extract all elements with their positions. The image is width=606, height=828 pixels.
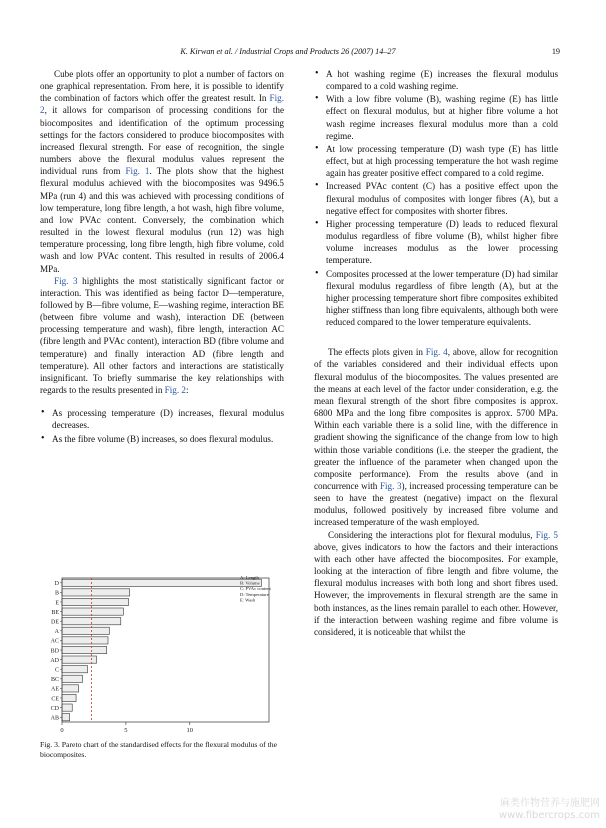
bullet-item: • Composites processed at the lower temperature (D) had similar flexural modulus regardless of fibre length (A), but at the higher processing temperature short fibre composites exhibited higher stiffness than long fibre equivalents, although both were reduced compared to the lower temperature equivalents. <box>314 268 558 329</box>
bar-BC <box>62 675 82 682</box>
left-bullet-list <box>40 407 284 444</box>
bar-AC <box>62 637 108 644</box>
figure-reference-link[interactable]: Fig. 3 <box>379 481 402 491</box>
bullet-item: • As the fibre volume (B) increases, so does flexural modulus. <box>40 433 284 445</box>
paragraph-interactions-plot <box>314 529 558 638</box>
bar-CD <box>62 704 72 711</box>
running-title: K. Kirwan et al. / Industrial Crops and Products 26 (2007) 14–27 <box>180 47 396 56</box>
category-label: AD <box>50 657 59 664</box>
x-tick-label: 5 <box>124 727 128 734</box>
category-label: BD <box>50 648 59 655</box>
bullet-item: • As processing temperature (D) increases, flexural modulus decreases. <box>40 407 284 431</box>
bar-AE <box>62 685 79 692</box>
watermark-line1: 麻类作物营养与施肥网 <box>500 798 600 809</box>
figure-reference-link[interactable]: Fig. 1 <box>125 166 150 177</box>
category-label: C <box>54 667 59 674</box>
category-label: AB <box>50 715 59 722</box>
paragraph-text: . The plots show that the highest flexural modulus achieved with the biocomposites was 9496.5 MPa (run 4) and this was achieved with processing conditions of low temperature, long fibre length, a hot wash, high fibre volume, and low PVAc content. Conversely, the combination which resulted in the lowest flexural modulus (run 12) was high temperature processing, long fibre length, high fibre volume, cold wash and low PVAc content. This resulted in results of 2006.4 MPa. <box>40 166 284 274</box>
watermark-line2: www.fibercrops.com <box>498 810 600 821</box>
legend-entry: C: PVAc content <box>240 586 271 592</box>
category-label: A <box>54 629 59 636</box>
left-column <box>40 68 284 446</box>
pareto-chart-svg <box>40 570 290 738</box>
figure-reference-link[interactable]: Fig. 2 <box>40 93 284 116</box>
legend-entry: D: Temperature <box>240 591 269 597</box>
bar-B <box>62 589 130 596</box>
paragraph-text: above, gives indicators to how the factors and their interactions with each other have affected the biocomposites. For example, looking at the interaction of fibre length and fibre volume, the flexural modulus increases with both long and short fibres used. However, the improvements in flexural strength are the same in both instances, as the lines remain parallel to each other. However, if the interaction between washing regime and fibre volume is considered, it is noticeable that whilst the <box>314 541 558 637</box>
right-column <box>314 68 558 638</box>
bar-CE <box>62 694 76 701</box>
bar-C <box>62 666 88 673</box>
legend-entry: A: Length <box>240 575 259 580</box>
bar-E <box>62 598 128 605</box>
pareto-chart <box>40 570 290 738</box>
figure-reference-link[interactable]: Fig. 4 <box>425 347 448 358</box>
bullet-item: • Increased PVAc content (C) has a positive effect upon the flexural modulus of composites with longer fibres (A), but a negative effect for composites with shorter fibres. <box>314 180 558 216</box>
page-number: 19 <box>551 47 560 56</box>
category-label: AC <box>50 638 59 645</box>
category-label: DE <box>51 619 59 626</box>
paragraph-text: ), increased processing temperature can be seen to have the greatest (negative) impact on the flexural modulus, followed positively by increased fibre volume and increased temperature of the wash employed. <box>314 481 558 528</box>
bullet-item: • A hot washing regime (E) increases the flexural modulus compared to a cold washing regime. <box>314 68 558 92</box>
category-label: BE <box>51 609 59 616</box>
paragraph-text: : <box>185 385 189 396</box>
paragraph-text: , it allows for comparison of processing conditions for the biocomposites and identification of the optimum processing settings for the factors considered to produce biocomposites with increased flexural strength. For ease of recognition, the single numbers above the flexural modulus values represent the individual runs from <box>40 105 284 177</box>
paragraph-text: , above, allow for recognition of the variables considered and their individual effects upon flexural modulus of the biocomposites. The values presented are the means at each level of the factor under consideration, e.g. the mean flexural strength of the short fibre composites is approx. 6800 MPa and the long fibre composites is approx. 5700 MPa. Within each variable there is a solid line, with the difference in gradient showing the significance of the change from low to high within those variable conditions (i.e. the steeper the gradient, the greater the influence of the parameter when changed upon the composite performance). From the results above (and in concurrence with <box>314 347 558 491</box>
paragraph-effects-plots <box>314 346 558 528</box>
figure-reference-link[interactable]: Fig. 2 <box>164 385 186 396</box>
paragraph-pareto <box>40 275 284 397</box>
category-label: D <box>54 581 59 588</box>
bar-BE <box>62 608 123 615</box>
figure-reference-link[interactable]: Fig. 5 <box>535 529 558 540</box>
site-watermark <box>499 798 600 822</box>
bullet-item: • At low processing temperature (D) wash type (E) has little effect, but at high processing temperature the hot wash regime again has greater positive effect compared to a cold regime. <box>314 143 558 179</box>
right-bullet-list <box>314 68 558 328</box>
category-label: AE <box>51 686 59 693</box>
category-label: B <box>54 590 59 597</box>
paragraph-cube-plots <box>40 68 284 275</box>
category-label: E <box>55 600 59 607</box>
legend-entry: B: Volume <box>240 580 260 586</box>
x-tick-label: 0 <box>60 727 64 734</box>
running-header <box>40 47 560 61</box>
bullet-item: • Higher processing temperature (D) leads to reduced flexural modulus regardless of fibre volume (B), whilst higher fibre volume increases modulus as the lower processing temperature. <box>314 218 558 267</box>
x-tick-label: 10 <box>186 727 194 734</box>
bar-A <box>62 627 109 634</box>
bar-D <box>62 579 261 586</box>
category-label: CE <box>51 696 59 703</box>
bullet-item: • With a low fibre volume (B), washing regime (E) has little effect on flexural modulus, but at higher fibre volume a hot wash regime increases flexural modulus more than a cold regime. <box>314 93 558 142</box>
figure-reference-link[interactable]: Fig. 3 <box>54 275 78 286</box>
category-label: CD <box>50 705 59 712</box>
category-label: BC <box>50 677 59 684</box>
paragraph-text: Considering the interactions plot for flexural modulus, <box>328 529 536 540</box>
bar-AB <box>62 714 70 721</box>
paragraph-text: The effects plots given in <box>328 347 426 358</box>
figure-caption: Fig. 3. Pareto chart of the standardised effects for the flexural modulus of the biocomposites. <box>40 740 278 760</box>
bar-BD <box>62 646 107 653</box>
paragraph-text: highlights the most statistically significant factor or interaction. This was identified as being factor D—temperature, followed by B—fibre volume, E—washing regime, interaction BE (between fibre volume and wash), interaction DE (between processing temperature and wash), fibre length, interaction AC (fibre length and PVAc content), interaction BD (fibre volume and temperature) and finally interaction AD (fibre length and temperature). All other factors and interactions are statistically insignificant. To briefly summarise the key relationships with regards to the results presented in <box>40 275 284 396</box>
paragraph-text: Cube plots offer an opportunity to plot a number of factors on one graphical representation. From here, it is possible to identify the combination of factors which offer the greatest result. In <box>40 69 284 104</box>
legend-entry: E: Wash <box>240 597 256 603</box>
